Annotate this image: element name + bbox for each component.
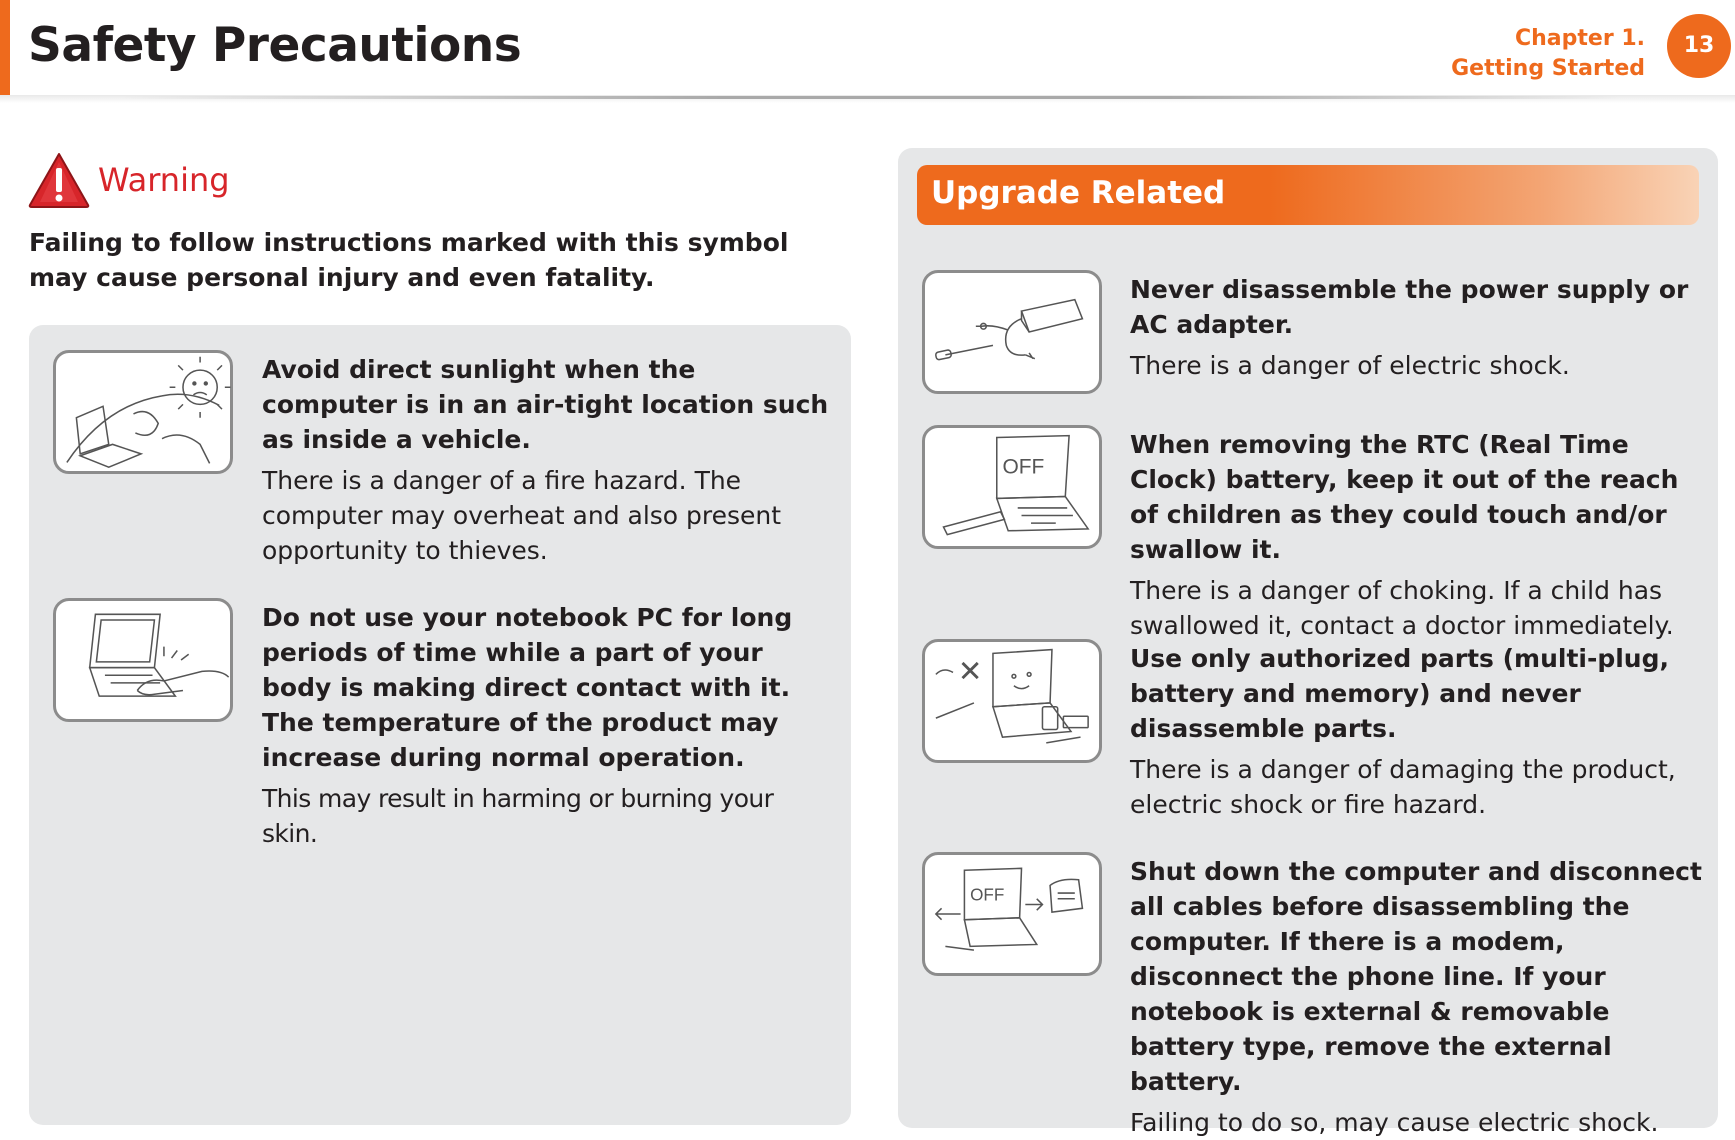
laptop-off-battery-icon xyxy=(925,428,1099,546)
ac-adapter-screwdriver-icon xyxy=(925,273,1099,391)
header-accent-bar xyxy=(0,0,10,97)
item-heading: Do not use your notebook PC for long periods of time while a part of your body is making direct contact with it. The temperature of the product may increase during normal operation. xyxy=(262,603,793,772)
off-label: OFF xyxy=(970,885,1005,905)
warning-heading xyxy=(28,152,230,208)
section-title: Upgrade Related xyxy=(931,175,1226,211)
laptop-phone-off-icon xyxy=(925,855,1099,973)
item-heading: Avoid direct sunlight when the computer is in an air-tight location such as inside a vehicle. xyxy=(262,355,829,454)
item-body: There is a danger of a fire hazard. The computer may overheat and also present opportunity to thieves. xyxy=(262,466,782,565)
page-number-badge: 13 xyxy=(1667,14,1731,78)
upgrade-item-power-supply xyxy=(1130,272,1700,383)
laptop-parts-icon xyxy=(925,642,1099,760)
item-heading: Shut down the computer and disconnect all cables before disassembling the computer. If there is a modem, disconnect the phone line. If your notebook is external & removable battery type, remove the external battery. xyxy=(1130,857,1702,1096)
item-body: Failing to do so, may cause electric shock. xyxy=(1130,1108,1659,1137)
power-adapter-illustration xyxy=(922,270,1102,394)
upgrade-item-rtc-battery xyxy=(1130,427,1710,643)
off-label: OFF xyxy=(1002,455,1045,479)
item-heading: Use only authorized parts (multi-plug, battery and memory) and never disassemble parts. xyxy=(1130,644,1670,743)
item-body: There is a danger of choking. If a child has swallowed it, contact a doctor immediately. xyxy=(1130,576,1674,640)
chapter-label xyxy=(1451,24,1645,84)
sunlight-car-illustration xyxy=(53,350,233,474)
warning-item-body-contact xyxy=(262,600,832,851)
authorized-parts-illustration xyxy=(922,639,1102,763)
warning-label: Warning xyxy=(98,161,230,199)
item-body: There is a danger of electric shock. xyxy=(1130,351,1570,380)
upgrade-related-header xyxy=(917,165,1699,225)
item-heading: Never disassemble the power supply or AC adapter. xyxy=(1130,275,1689,339)
chapter-number: Chapter 1. xyxy=(1514,26,1645,51)
upgrade-item-authorized-parts xyxy=(1130,641,1700,822)
header-divider-shadow xyxy=(120,96,1620,99)
warning-description: Failing to follow instructions marked with this symbol may cause personal injury and even fatality. xyxy=(29,228,789,292)
body-contact-illustration xyxy=(53,598,233,722)
item-body: This may result in harming or burning your skin. xyxy=(262,784,774,848)
item-heading: When removing the RTC (Real Time Clock) battery, keep it out of the reach of children as they could touch and/or swallow it. xyxy=(1130,430,1679,564)
chapter-title: Getting Started xyxy=(1451,56,1645,81)
rtc-battery-illustration xyxy=(922,425,1102,549)
warning-item-sunlight xyxy=(262,352,832,568)
disconnect-cables-illustration xyxy=(922,852,1102,976)
page-title: Safety Precautions xyxy=(28,18,522,73)
warning-triangle-icon xyxy=(28,152,90,208)
item-body: There is a danger of damaging the product, electric shock or fire hazard. xyxy=(1130,755,1676,819)
upgrade-item-disconnect-cables xyxy=(1130,854,1710,1140)
car-sun-laptop-icon xyxy=(56,353,230,471)
laptop-hand-icon xyxy=(56,601,230,719)
